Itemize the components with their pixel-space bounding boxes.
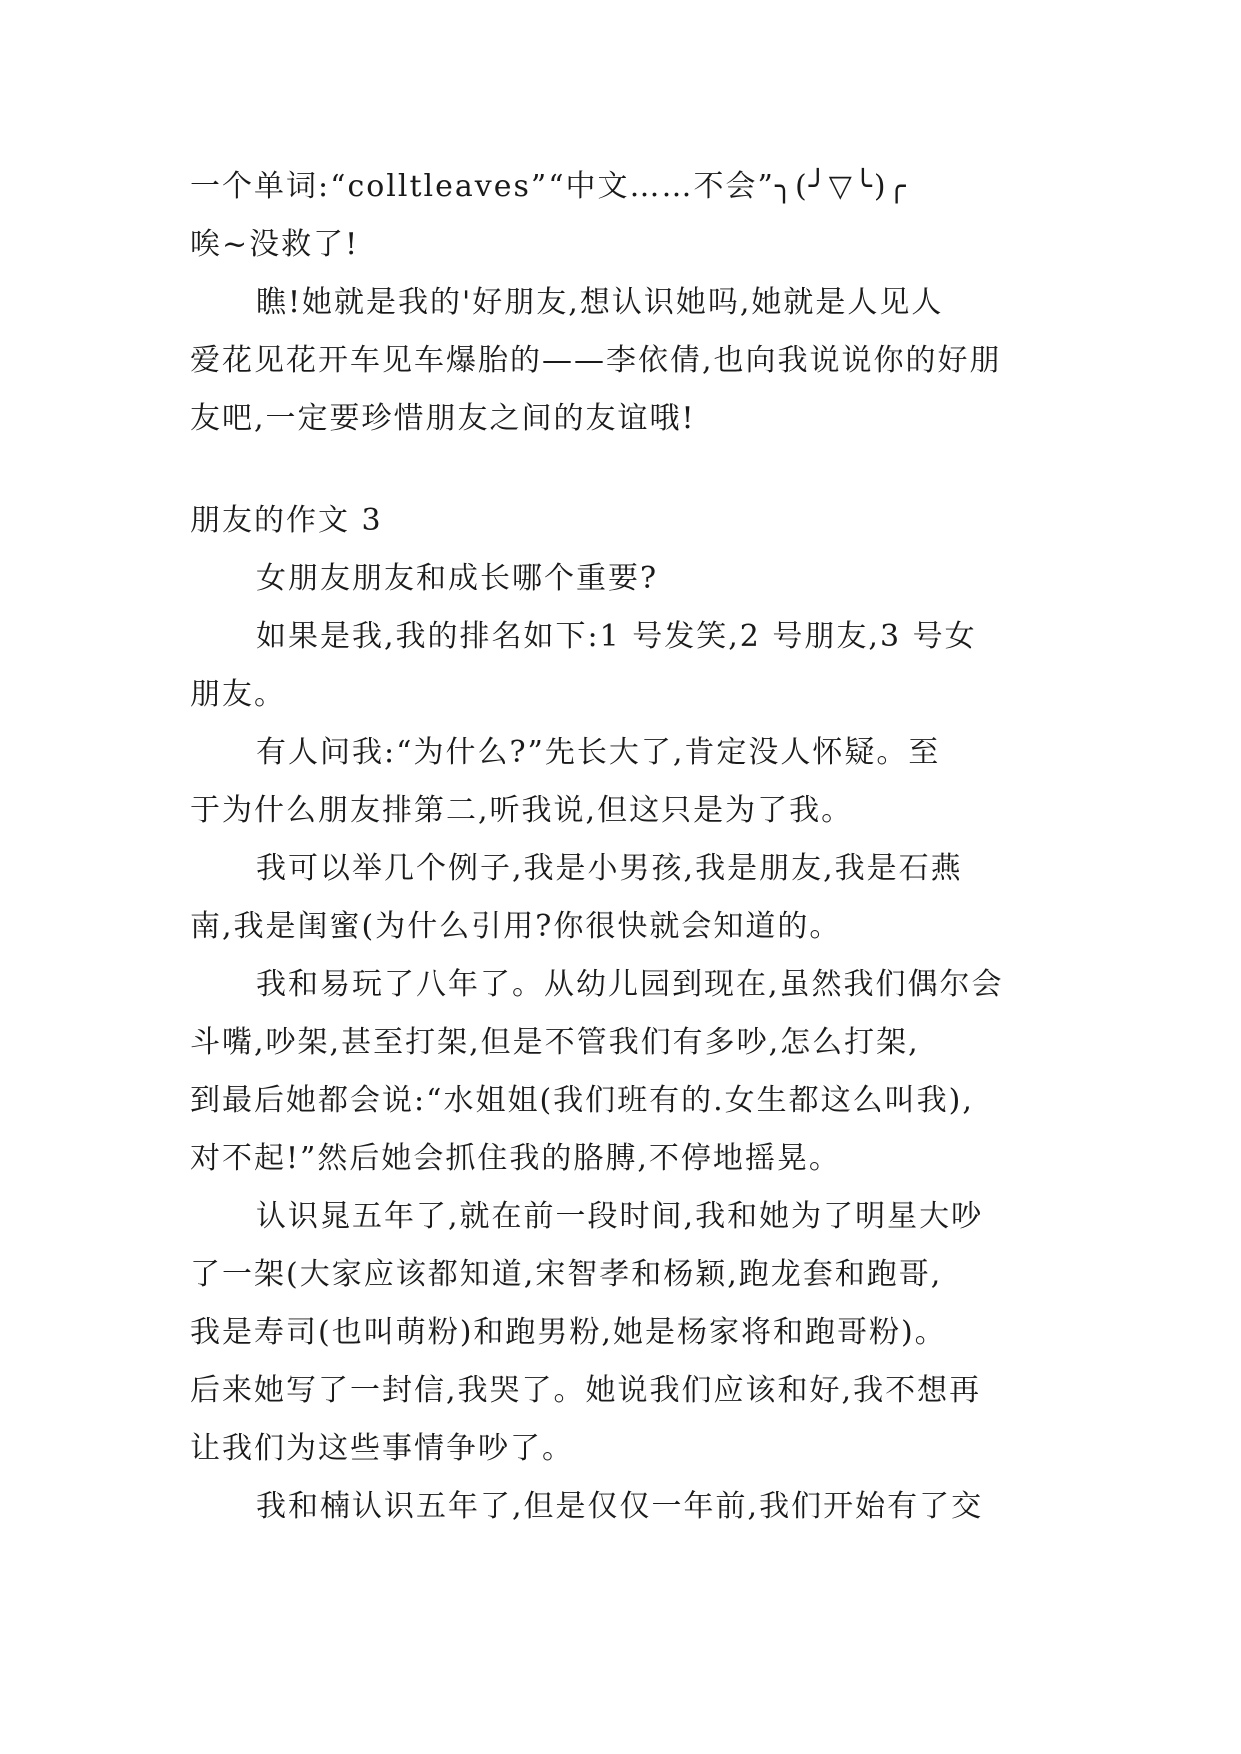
paragraph bbox=[190, 1188, 1060, 1478]
paragraph bbox=[190, 724, 1060, 840]
text-line: 爱花见花开车见车爆胎的——李依倩,也向我说说你的好朋 bbox=[190, 343, 1002, 378]
text-line: 如果是我,我的排名如下:1 号发笑,2 号朋友,3 号女 bbox=[256, 619, 977, 654]
text-line: 我和楠认识五年了,但是仅仅一年前,我们开始有了交 bbox=[256, 1489, 984, 1524]
text-line: 后来她写了一封信,我哭了。她说我们应该和好,我不想再 bbox=[190, 1373, 982, 1408]
text-line: 我和易玩了八年了。从幼儿园到现在,虽然我们偶尔会 bbox=[256, 967, 1004, 1002]
text-line: 友吧,一定要珍惜朋友之间的友谊哦! bbox=[190, 401, 696, 436]
text-line: 我可以举几个例子,我是小男孩,我是朋友,我是石燕 bbox=[256, 851, 963, 886]
text-line: 我是寿司(也叫萌粉)和跑男粉,她是杨家将和跑哥粉)。 bbox=[190, 1315, 947, 1350]
text-line: 朋友。 bbox=[190, 677, 286, 712]
section-title: 朋友的作文 3 bbox=[190, 503, 383, 538]
text-line: 了一架(大家应该都知道,宋智孝和杨颖,跑龙套和跑哥, bbox=[190, 1257, 943, 1292]
paragraph bbox=[190, 840, 1060, 956]
text-line: 女朋友朋友和成长哪个重要? bbox=[256, 561, 659, 596]
text-line: 唉~没救了! bbox=[190, 227, 360, 262]
text-line: 认识晁五年了,就在前一段时间,我和她为了明星大吵 bbox=[256, 1199, 984, 1234]
text-line: 对不起!”然后她会抓住我的胳膊,不停地摇晃。 bbox=[190, 1141, 841, 1176]
paragraph bbox=[190, 274, 1060, 448]
text-line: 让我们为这些事情争吵了。 bbox=[190, 1431, 574, 1466]
text-line: 到最后她都会说:“水姐姐(我们班有的.女生都这么叫我), bbox=[190, 1083, 974, 1118]
section-spacer bbox=[190, 448, 1060, 492]
document-body bbox=[190, 158, 1060, 1536]
paragraph bbox=[190, 608, 1060, 724]
paragraph bbox=[190, 956, 1060, 1188]
text-line: 瞧!她就是我的'好朋友,想认识她吗,她就是人见人 bbox=[256, 285, 944, 320]
text-line: 南,我是闺蜜(为什么引用?你很快就会知道的。 bbox=[190, 909, 842, 944]
text-line: 斗嘴,吵架,甚至打架,但是不管我们有多吵,怎么打架, bbox=[190, 1025, 920, 1060]
text-line: 于为什么朋友排第二,听我说,但这只是为了我。 bbox=[190, 793, 854, 828]
text-line: 有人问我:“为什么?”先长大了,肯定没人怀疑。至 bbox=[256, 735, 941, 770]
text-line: 一个单词:“colltleaves”“中文……不会”╮(╯▽╰)╭ bbox=[190, 169, 908, 204]
intro-text bbox=[190, 158, 1060, 274]
paragraph bbox=[190, 550, 1060, 608]
paragraph bbox=[190, 1478, 1060, 1536]
